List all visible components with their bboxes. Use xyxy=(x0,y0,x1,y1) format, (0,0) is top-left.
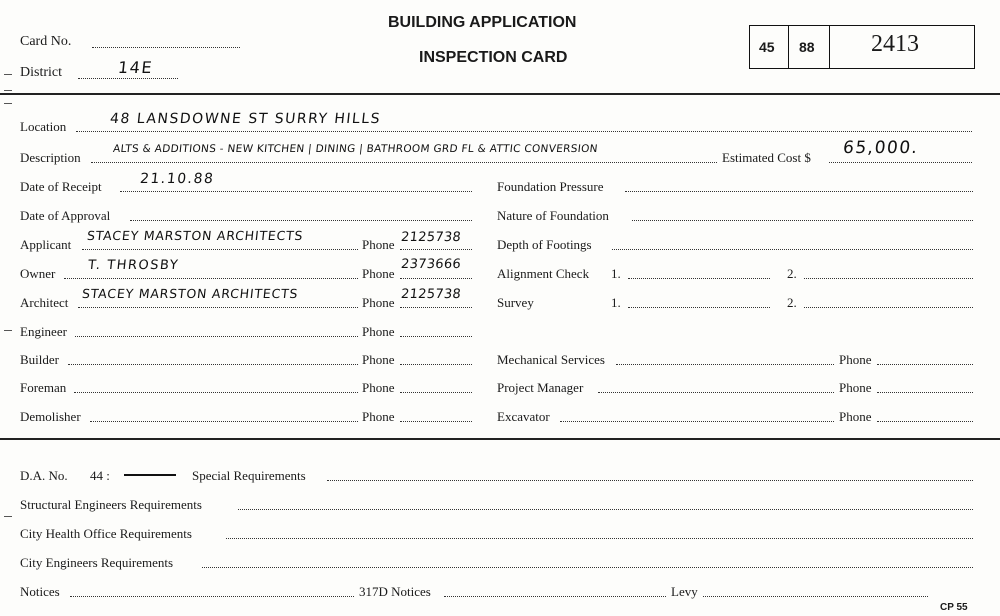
survey-line2 xyxy=(804,307,973,308)
architect-label: Architect xyxy=(20,295,69,310)
owner-phone-label: Phone xyxy=(362,266,395,281)
applicant-line xyxy=(82,249,358,250)
excavator-phone-line xyxy=(877,421,973,422)
builder-line xyxy=(68,364,358,365)
district-label: District xyxy=(20,65,62,80)
health-requirements-label: City Health Office Requirements xyxy=(20,526,192,541)
da-no-prefix: 44 : xyxy=(90,468,110,483)
applicant-label: Applicant xyxy=(20,237,72,252)
mechanical-phone-line xyxy=(877,364,973,365)
description-line xyxy=(91,162,717,163)
location-value: 48 LANSDOWNE ST SURRY HILLS xyxy=(109,111,382,127)
foreman-phone-line xyxy=(400,392,472,393)
box-divider xyxy=(829,26,830,68)
box-code-1: 45 xyxy=(759,39,775,55)
architect-phone-value: 2125738 xyxy=(400,287,462,302)
city-engineers-label: City Engineers Requirements xyxy=(20,555,174,570)
notices-label: Notices xyxy=(20,584,60,599)
foreman-label: Foreman xyxy=(20,380,67,395)
card-number: 2413 xyxy=(871,31,919,57)
excavator-label: Excavator xyxy=(497,409,550,424)
demolisher-label: Demolisher xyxy=(20,409,81,424)
card-no-label: Card No. xyxy=(20,34,72,49)
demolisher-line xyxy=(90,421,358,422)
notices-line xyxy=(70,596,354,597)
alignment-check-line1 xyxy=(628,278,770,279)
foundation-pressure-label: Foundation Pressure xyxy=(497,179,604,194)
depth-of-footings-label: Depth of Footings xyxy=(497,237,592,252)
depth-of-footings-line xyxy=(612,249,973,250)
alignment-check-line2 xyxy=(804,278,973,279)
engineer-phone-label: Phone xyxy=(362,324,395,339)
applicant-value: STACEY MARSTON ARCHITECTS xyxy=(86,228,305,243)
card-number-box xyxy=(749,25,975,69)
structural-requirements-label: Structural Engineers Requirements xyxy=(20,497,202,512)
structural-requirements-line xyxy=(238,509,973,510)
mechanical-services-label: Mechanical Services xyxy=(497,352,605,367)
card-title-line1: BUILDING APPLICATION xyxy=(388,14,577,31)
engineer-line xyxy=(75,336,358,337)
district-line xyxy=(78,78,178,79)
date-of-approval-label: Date of Approval xyxy=(20,208,111,223)
project-manager-phone-label: Phone xyxy=(839,380,872,395)
margin-tick xyxy=(4,330,12,331)
description-label: Description xyxy=(20,150,81,165)
estimated-cost-line xyxy=(829,162,972,163)
demolisher-phone-line xyxy=(400,421,472,422)
estimated-cost-label: Estimated Cost $ xyxy=(722,150,811,165)
alignment-check-num2: 2. xyxy=(787,266,797,281)
location-label: Location xyxy=(20,119,67,134)
da-no-dash xyxy=(124,474,176,476)
form-code: CP 55 xyxy=(940,602,968,613)
box-divider xyxy=(788,26,789,68)
levy-line xyxy=(703,596,928,597)
location-line xyxy=(76,131,972,132)
date-of-receipt-label: Date of Receipt xyxy=(20,179,102,194)
box-code-2: 88 xyxy=(799,39,815,55)
project-manager-phone-line xyxy=(877,392,973,393)
architect-phone-label: Phone xyxy=(362,295,395,310)
excavator-line xyxy=(560,421,834,422)
survey-line1 xyxy=(628,307,770,308)
project-manager-line xyxy=(598,392,834,393)
estimated-cost-value: 65,000. xyxy=(842,138,920,158)
survey-num2: 2. xyxy=(787,295,797,310)
alignment-check-num1: 1. xyxy=(611,266,621,281)
header-divider xyxy=(0,93,1000,95)
special-requirements-line xyxy=(327,480,973,481)
notices-317d-label: 317D Notices xyxy=(359,584,431,599)
builder-phone-label: Phone xyxy=(362,352,395,367)
engineer-phone-line xyxy=(400,336,472,337)
applicant-phone-value: 2125738 xyxy=(400,230,462,245)
project-manager-label: Project Manager xyxy=(497,380,584,395)
excavator-phone-label: Phone xyxy=(839,409,872,424)
margin-tick xyxy=(4,90,12,91)
health-requirements-line xyxy=(226,538,973,539)
city-engineers-line xyxy=(202,567,973,568)
nature-of-foundation-line xyxy=(632,220,973,221)
description-value: ALTS & ADDITIONS - NEW KITCHEN | DINING | BATHROOM GRD FL & ATTIC CONVERSION xyxy=(112,143,599,155)
date-of-approval-line xyxy=(130,220,472,221)
section-divider xyxy=(0,438,1000,440)
owner-phone-line xyxy=(400,278,472,279)
district-value: 14E xyxy=(117,58,155,77)
engineer-label: Engineer xyxy=(20,324,67,339)
foreman-phone-label: Phone xyxy=(362,380,395,395)
applicant-phone-line xyxy=(400,249,472,250)
card-no-line xyxy=(92,47,240,48)
alignment-check-label: Alignment Check xyxy=(497,266,590,281)
da-no-label: D.A. No. xyxy=(20,468,68,483)
owner-line xyxy=(64,278,358,279)
architect-value: STACEY MARSTON ARCHITECTS xyxy=(81,286,300,301)
date-of-receipt-line xyxy=(120,191,472,192)
foreman-line xyxy=(74,392,358,393)
special-requirements-label: Special Requirements xyxy=(192,468,306,483)
margin-tick xyxy=(4,516,12,517)
foundation-pressure-line xyxy=(625,191,973,192)
builder-label: Builder xyxy=(20,352,59,367)
mechanical-services-line xyxy=(616,364,834,365)
levy-label: Levy xyxy=(671,584,698,599)
owner-phone-value: 2373666 xyxy=(400,257,462,272)
owner-value: T. THROSBY xyxy=(87,258,180,273)
survey-label: Survey xyxy=(497,295,534,310)
demolisher-phone-label: Phone xyxy=(362,409,395,424)
card-title-line2: INSPECTION CARD xyxy=(419,49,568,66)
date-of-receipt-value: 21.10.88 xyxy=(139,171,216,187)
architect-phone-line xyxy=(400,307,472,308)
applicant-phone-label: Phone xyxy=(362,237,395,252)
notices-317d-line xyxy=(444,596,666,597)
nature-of-foundation-label: Nature of Foundation xyxy=(497,208,609,223)
architect-line xyxy=(78,307,358,308)
margin-tick xyxy=(4,103,12,104)
survey-num1: 1. xyxy=(611,295,621,310)
margin-tick xyxy=(4,74,12,75)
owner-label: Owner xyxy=(20,266,56,281)
mechanical-phone-label: Phone xyxy=(839,352,872,367)
builder-phone-line xyxy=(400,364,472,365)
